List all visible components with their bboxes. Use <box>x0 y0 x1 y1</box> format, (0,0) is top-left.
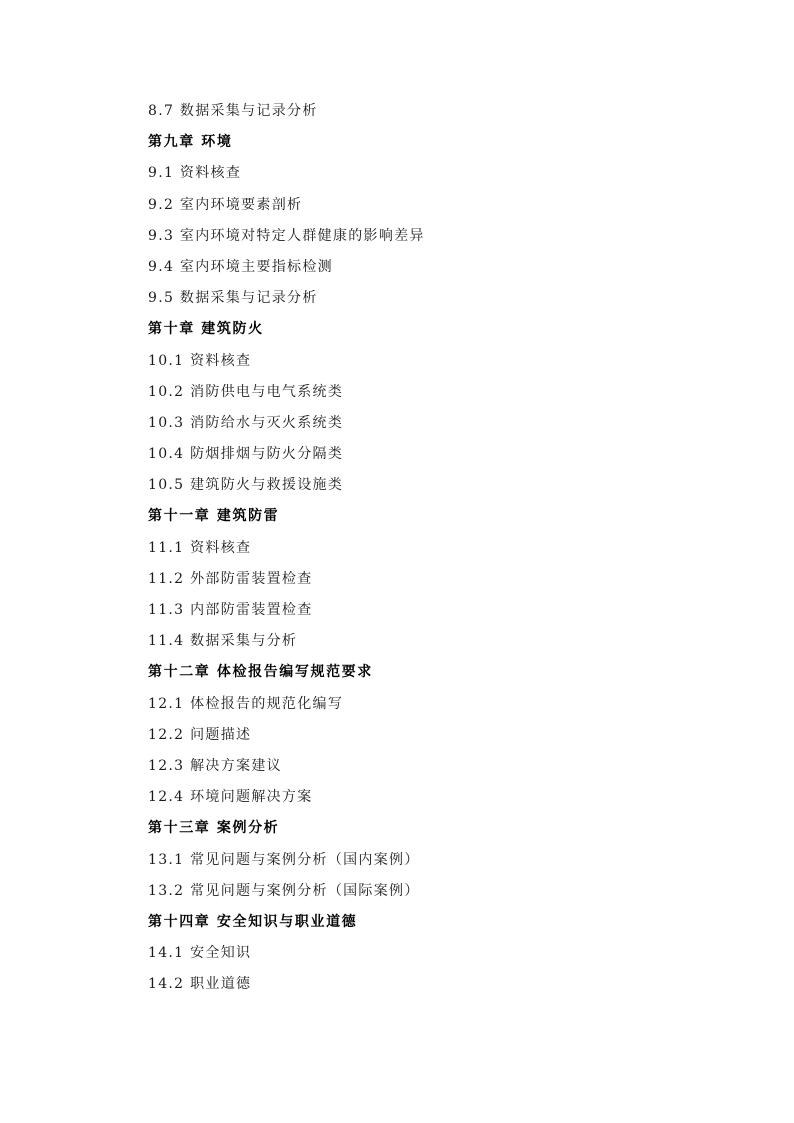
toc-section-9-3: 9.3 室内环境对特定人群健康的影响差异 <box>148 227 425 244</box>
toc-section-10-1: 10.1 资料核查 <box>148 352 252 369</box>
toc-section-9-2: 9.2 室内环境要素剖析 <box>148 196 303 213</box>
toc-chapter-13: 第十三章 案例分析 <box>148 820 280 837</box>
toc-section-11-3: 11.3 内部防雷装置检查 <box>148 602 313 618</box>
toc-section-12-1: 12.1 体检报告的规范化编写 <box>148 695 344 712</box>
toc-section-13-2: 13.2 常见问题与案例分析（国际案例） <box>148 882 420 899</box>
toc-section-10-3: 10.3 消防给水与灭火系统类 <box>148 414 344 431</box>
toc-section-11-4: 11.4 数据采集与分析 <box>148 633 298 650</box>
toc-section-10-5: 10.5 建筑防火与救援设施类 <box>148 477 344 494</box>
toc-chapter-9: 第九章 环境 <box>148 134 233 151</box>
toc-section-14-1: 14.1 安全知识 <box>148 945 252 962</box>
toc-section-11-1: 11.1 资料核查 <box>148 539 252 556</box>
toc-section-9-4: 9.4 室内环境主要指标检测 <box>148 258 333 275</box>
toc-section-12-3: 12.3 解决方案建议 <box>148 757 282 774</box>
toc-section-12-2: 12.2 问题描述 <box>148 726 252 743</box>
table-of-contents <box>148 96 708 1000</box>
toc-section-10-4: 10.4 防烟排烟与防火分隔类 <box>148 446 344 463</box>
toc-chapter-11: 第十一章 建筑防雷 <box>148 508 280 525</box>
toc-section-9-5: 9.5 数据采集与记录分析 <box>148 290 318 307</box>
toc-section-12-4: 12.4 环境问题解决方案 <box>148 789 313 806</box>
toc-section-10-2: 10.2 消防供电与电气系统类 <box>148 383 344 400</box>
toc-section-13-1: 13.1 常见问题与案例分析（国内案例） <box>148 851 420 868</box>
toc-section-14-2: 14.2 职业道德 <box>148 976 252 993</box>
toc-chapter-12: 第十二章 体检报告编写规范要求 <box>148 664 373 681</box>
toc-section-9-1: 9.1 资料核查 <box>148 165 242 182</box>
toc-chapter-10: 第十章 建筑防火 <box>148 321 264 338</box>
toc-section-8-7: 8.7 数据采集与记录分析 <box>148 103 318 119</box>
toc-section-11-2: 11.2 外部防雷装置检查 <box>148 570 313 587</box>
toc-chapter-14: 第十四章 安全知识与职业道德 <box>148 913 358 930</box>
